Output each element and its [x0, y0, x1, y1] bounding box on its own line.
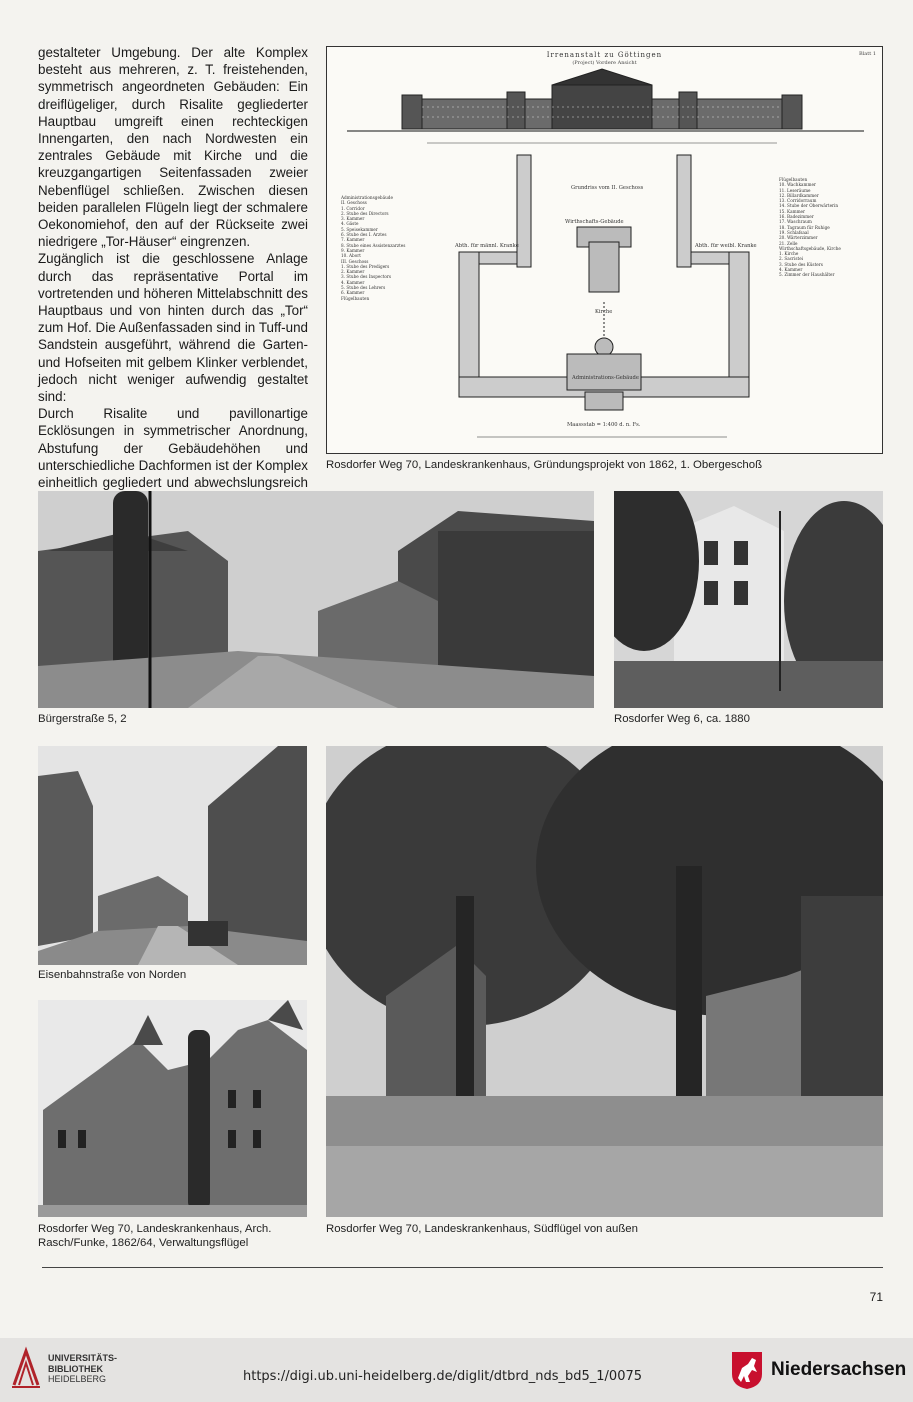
photo-buergerstrasse: [38, 491, 594, 708]
front-elevation: [347, 69, 864, 131]
footer-rule: [42, 1267, 883, 1268]
plan-legend-left: Administrationsgebäude II. Geschoss 1. Corridor 2. Stube des Directors 3. Kammer 4. Gäste 5. Speisekammer 6. Stube des I. Arztes 7. Kammer 8. Stube eines Assistenzarztes 9. Kammer 10. Abort III. Geschoss 1. Stube des Predigers 2. Kammer 3. Stube des Inspectors 4. Kammer 5. Stube des Lehrers 6. Kammer Flügelbauten: [341, 195, 406, 301]
body-text: [38, 44, 308, 508]
photo-verwaltungsfluegel: [38, 1000, 307, 1217]
photo-rosdorfer-weg-6: [614, 491, 883, 708]
plan-floor-label: Grundriss vom II. Geschoss: [571, 185, 644, 191]
plan-sheet-label: Blatt 1: [858, 51, 876, 57]
photo-eisenbahnstrasse: [38, 746, 307, 965]
caption-eisenbahnstrasse: Eisenbahnstraße von Norden: [38, 969, 187, 981]
niedersachsen-wordmark: Niedersachsen: [771, 1359, 907, 1380]
photo-suedfluegel: [326, 746, 883, 1217]
paragraph-2: Zugänglich ist die geschlossene Anlage durch das repräsentative Portal im vortretenden und höheren Mittelabschnitt des Hauptbaus und von hinten durch das „Tor“ zum Hof. Die Außenfassaden sind in Tuff-und Sandstein ausgeführt, während die Garten- und Hofseiten mit gelbem Klinker verblendet, jedoch nicht weniger aufwendig gestaltet sind:: [38, 251, 308, 405]
plan-admin-label: Administrations-Gebäude: [572, 375, 639, 381]
plan-economy-label: Wirthschafts-Gebäude: [565, 219, 624, 225]
plan-church-label: Kirche: [595, 309, 613, 315]
plan-legend-right: Flügelbauten 10. Wachkammer 11. Leseräume 12. Billardkammer 13. Corridorraum 14. Stube der Oberwärterin 15. Kammer 16. Badezimmer 17. Waschraum 18. Tagraum für Ruhige 19. Schlafsaal 20. Wärterzimmer 21. Zelle Wirthschaftsgebäude, Kirche 1. Kirche 2. Sacristei 3. Stube des Küsters 4. Kammer 5. Zimmer der Haushälter: [779, 177, 841, 278]
caption-verwaltungsfluegel: Rosdorfer Weg 70, Landeskrankenhaus, Arch. Rasch/Funke, 1862/64, Verwaltungsflügel: [38, 1223, 272, 1249]
floor-plan-figure: [326, 46, 883, 454]
caption-rosdorfer-weg-6: Rosdorfer Weg 6, ca. 1880: [614, 713, 750, 725]
document-url-link[interactable]: https://digi.ub.uni-heidelberg.de/diglit/dtbrd_nds_bd5_1/0075: [243, 1369, 643, 1384]
university-library-logo-icon: [10, 1345, 42, 1391]
niedersachsen-horse-icon: [730, 1350, 764, 1390]
caption-suedfluegel: Rosdorfer Weg 70, Landeskrankenhaus, Südflügel von außen: [326, 1223, 638, 1235]
caption-floor-plan: Rosdorfer Weg 70, Landeskrankenhaus, Gründungsprojekt von 1862, 1. Obergeschoß: [326, 459, 763, 471]
plan-scale-label: Maassstab = 1:400 d. n. Fs.: [567, 422, 641, 428]
plan-right-wing-label: Abth. für weibl. Kranke: [695, 243, 757, 249]
plan-title: Irrenanstalt zu Göttingen: [546, 51, 663, 59]
university-library-name: UNIVERSITÄTS- BIBLIOTHEK HEIDELBERG: [48, 1353, 118, 1384]
paragraph-3: Durch Risalite und pavillonartige Ecklösungen in symmetrischer Anordnung, Abstufung der Gebäudehöhen und unterschiedliche Dachformen ist der Komplex einheitlich gegliedert und abwechslungsreich: [38, 406, 308, 491]
plan-subtitle: (Project) Vordere Ansicht: [572, 60, 637, 66]
caption-buergerstrasse: Bürgerstraße 5, 2: [38, 713, 127, 725]
paragraph-1: gestalteter Umgebung. Der alte Komplex besteht aus mehreren, z. T. freistehenden, symmetrisch angeordneten Gebäuden: Ein dreiflügeliger, durch Risalite gegliederter Hauptbau umgreift einen rechteckigen Innengarten, den nach Nordwesten ein zentrales Gebäude mit Kirche und die kreuzgangartigen Seitenfassaden zweier Nebenflügel schließen. Zwischen diesen beiden parallelen Flügeln liegt der schmalere Oekonomiehof, den auf der Rückseite zwei niedrigere „Tor-Häuser“ eingrenzen.: [38, 45, 308, 250]
ground-plan: [459, 155, 749, 437]
page-number: 71: [869, 1290, 883, 1304]
plan-left-wing-label: Abth. für männl. Kranke: [455, 243, 519, 249]
